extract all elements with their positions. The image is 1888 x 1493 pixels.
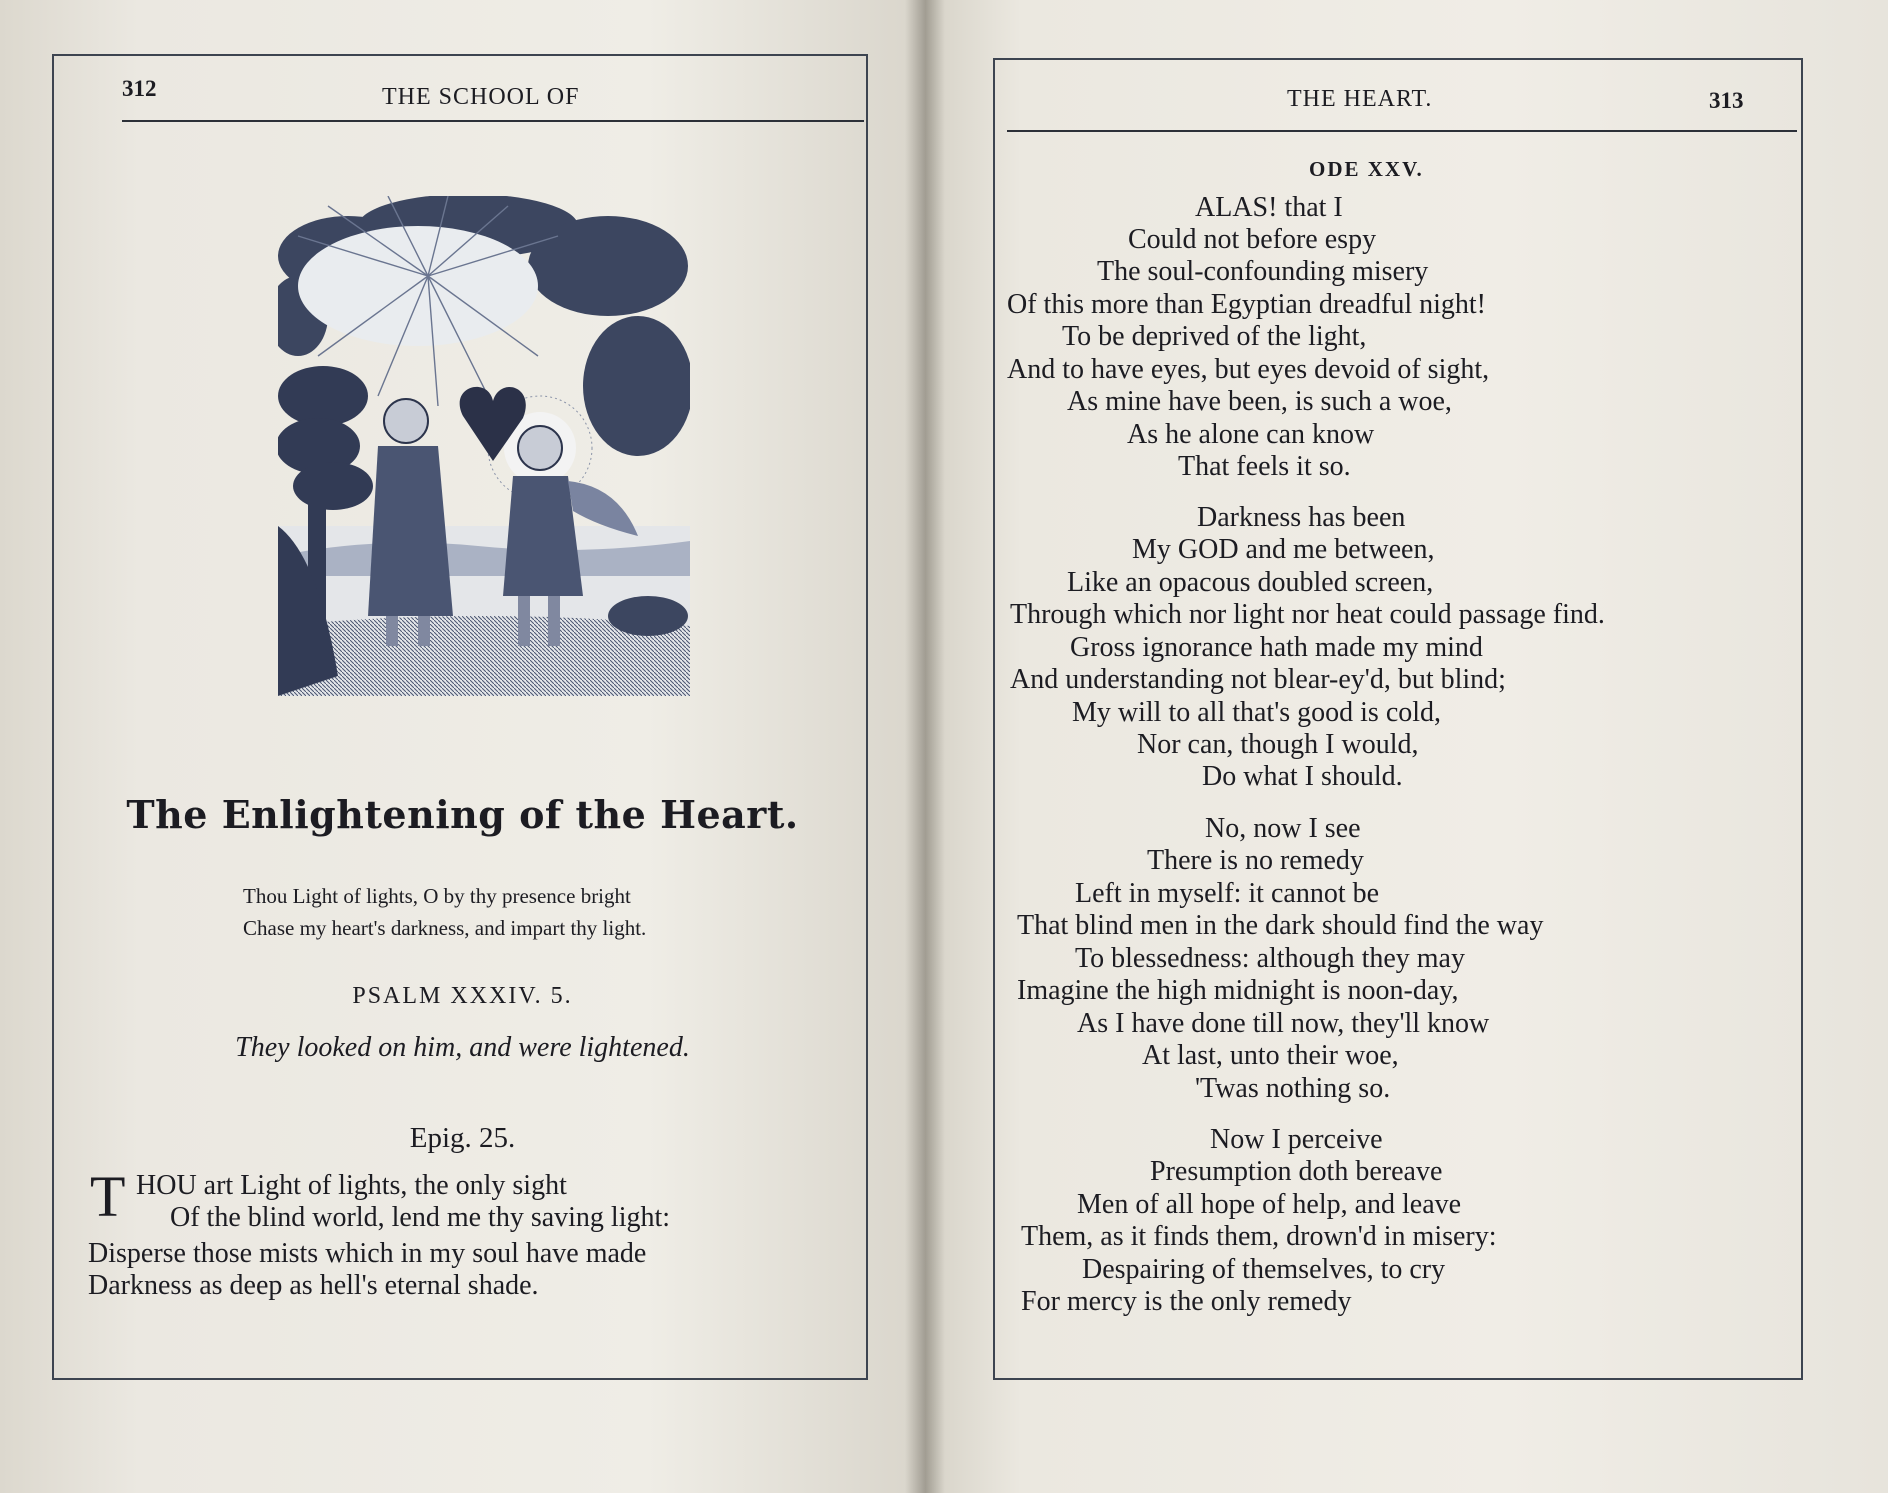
verse-line: Like an opacous doubled screen, [1067, 567, 1434, 598]
emblem-illustration [278, 196, 690, 696]
verse-line: That feels it so. [1178, 451, 1351, 482]
verse-line: The soul-confounding misery [1097, 256, 1429, 287]
verse-line: Could not before espy [1128, 224, 1377, 255]
verse-line: To be deprived of the light, [1062, 321, 1367, 352]
verse-line: As mine have been, is such a woe, [1067, 386, 1452, 417]
verse-line: Nor can, though I would, [1137, 729, 1419, 760]
verse-line: Left in myself: it cannot be [1075, 878, 1380, 909]
ode-title: ODE XXV. [1309, 157, 1424, 181]
right-running-head: THE HEART. [1287, 86, 1433, 112]
epigram-line: Darkness as deep as hell's eternal shade. [88, 1270, 539, 1301]
motto-line: Thou Light of lights, O by thy presence bright [243, 884, 631, 908]
verse-line: Men of all hope of help, and leave [1077, 1189, 1462, 1220]
epigram-line: Disperse those mists which in my soul have made [88, 1238, 647, 1269]
left-page-number: 312 [122, 76, 157, 101]
verse-line: Presumption doth bereave [1150, 1156, 1443, 1187]
right-header-rule [1007, 130, 1797, 132]
verse-line: Despairing of themselves, to cry [1082, 1254, 1446, 1285]
verse-line: Darkness has been [1197, 502, 1406, 533]
psalm-text: They looked on him, and were lightened. [235, 1032, 690, 1063]
verse-line: Imagine the high midnight is noon-day, [1017, 975, 1459, 1006]
emblem-title: The Enlightening of the Heart. [126, 792, 799, 837]
verse-line: My GOD and me between, [1132, 534, 1435, 565]
book-gutter [905, 0, 945, 1493]
verse-line: Gross ignorance hath made my mind [1070, 632, 1483, 663]
right-page-number: 313 [1709, 88, 1744, 113]
verse-line: Them, as it finds them, drown'd in misery: [1021, 1221, 1497, 1252]
verse-line: 'Twas nothing so. [1195, 1073, 1391, 1104]
epigram-line: HOU art Light of lights, the only sight [136, 1170, 567, 1201]
verse-line: Of this more than Egyptian dreadful night! [1007, 289, 1486, 320]
psalm-reference: PSALM XXXIV. 5. [352, 983, 573, 1009]
verse-line: Through which nor light nor heat could passage find. [1010, 599, 1605, 630]
figure-left [368, 399, 453, 646]
verse-line: And to have eyes, but eyes devoid of sight, [1007, 354, 1490, 385]
verse-line: ALAS! that I [1195, 192, 1343, 223]
verse-line: There is no remedy [1147, 845, 1364, 876]
verse-line: Now I perceive [1210, 1124, 1383, 1155]
verse-line: And understanding not blear-ey'd, but blind; [1010, 664, 1506, 695]
epigram-reference: Epig. 25. [409, 1122, 516, 1154]
left-header-rule [122, 120, 864, 122]
verse-line: As he alone can know [1127, 419, 1375, 450]
motto-line: Chase my heart's darkness, and impart thy light. [243, 916, 647, 940]
epigram-dropcap: T [90, 1164, 126, 1229]
verse-line: Do what I should. [1202, 761, 1403, 792]
left-running-head: THE SCHOOL OF [382, 84, 580, 110]
right-page [925, 0, 1888, 1493]
left-page [0, 0, 925, 1493]
verse-line: That blind men in the dark should find the way [1017, 910, 1544, 941]
epigram-line: Of the blind world, lend me thy saving light: [170, 1202, 671, 1233]
verse-line: As I have done till now, they'll know [1077, 1008, 1490, 1039]
verse-line: No, now I see [1205, 813, 1361, 844]
verse-line: For mercy is the only remedy [1021, 1286, 1352, 1317]
verse-line: At last, unto their woe, [1142, 1040, 1399, 1071]
verse-line: My will to all that's good is cold, [1072, 697, 1442, 728]
verse-line: To blessedness: although they may [1075, 943, 1465, 974]
